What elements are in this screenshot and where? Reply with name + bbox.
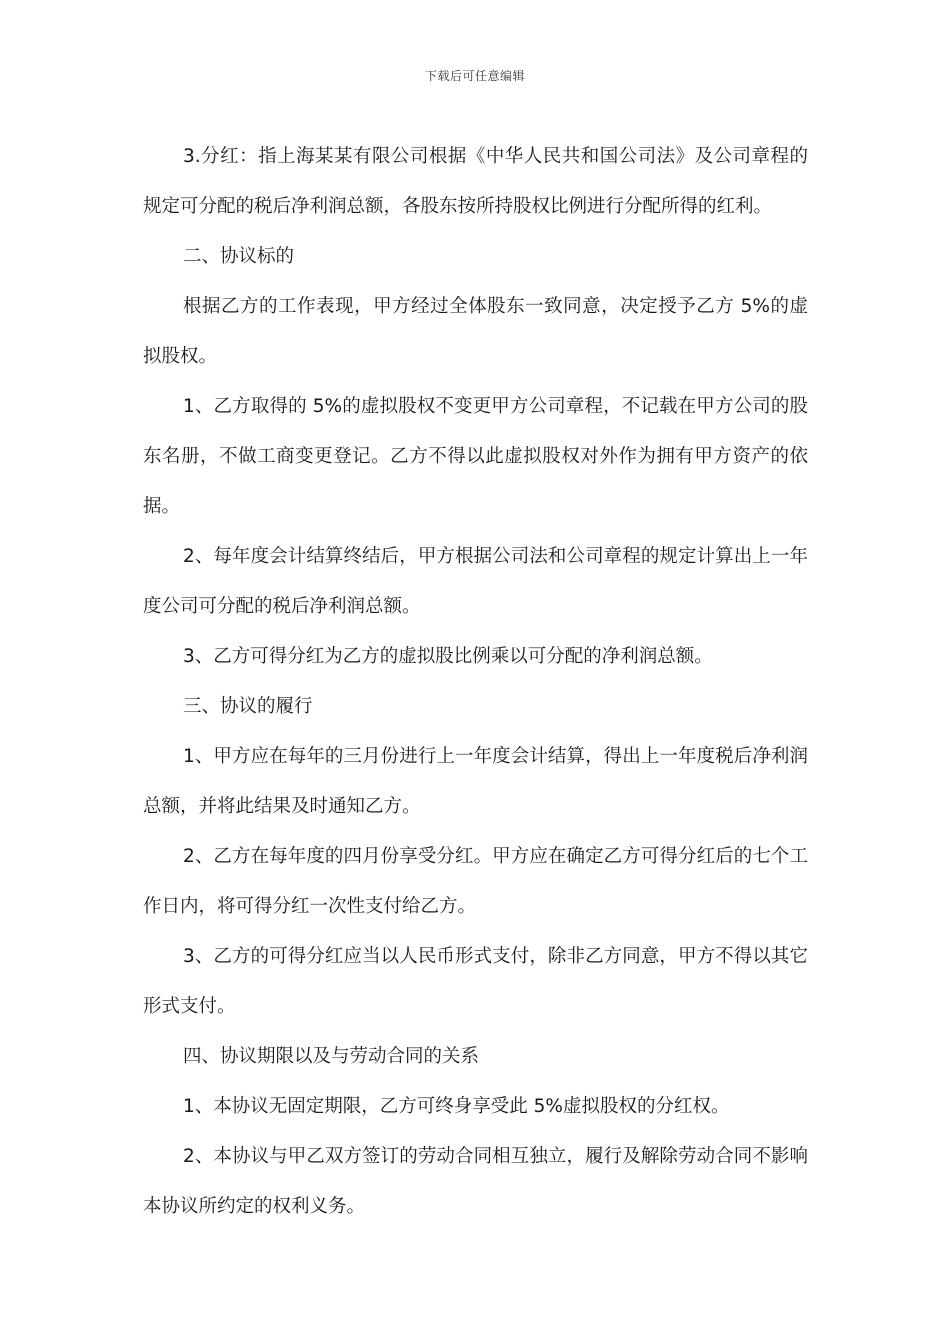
- section-heading-agreement-subject: 二、协议标的: [183, 246, 295, 267]
- document-body: [143, 132, 808, 1232]
- paragraph-term-item-1: 1、本协议无固定期限，乙方可终身享受此 5%虚拟股权的分红权。: [183, 1096, 730, 1117]
- section-heading-term-and-labor-contract: 四、协议期限以及与劳动合同的关系: [183, 1046, 480, 1067]
- paragraph-term-item-2: 2、本协议与甲乙双方签订的劳动合同相互独立，履行及解除劳动合同不影响本协议所约定的权利义务。: [143, 1146, 808, 1217]
- paragraph-performance-item-2: 2、乙方在每年度的四月份享受分红。甲方应在确定乙方可得分红后的七个工作日内，将可得分红一次性支付给乙方。: [143, 846, 808, 917]
- paragraph-grant: 根据乙方的工作表现，甲方经过全体股东一致同意，决定授予乙方 5%的虚拟股权。: [143, 296, 808, 367]
- paragraph-performance-item-1: 1、甲方应在每年的三月份进行上一年度会计结算，得出上一年度税后净利润总额，并将此结果及时通知乙方。: [143, 746, 808, 817]
- page-header-note: 下载后可任意编辑: [424, 69, 525, 83]
- paragraph-dividend-definition: 3.分红：指上海某某有限公司根据《中华人民共和国公司法》及公司章程的规定可分配的税后净利润总额，各股东按所持股权比例进行分配所得的红利。: [143, 146, 808, 217]
- paragraph-performance-item-3: 3、乙方的可得分红应当以人民币形式支付，除非乙方同意，甲方不得以其它形式支付。: [143, 946, 808, 1017]
- paragraph-subject-item-1: 1、乙方取得的 5%的虚拟股权不变更甲方公司章程，不记载在甲方公司的股东名册，不做工商变更登记。乙方不得以此虚拟股权对外作为拥有甲方资产的依据。: [143, 396, 808, 517]
- paragraph-subject-item-2: 2、每年度会计结算终结后，甲方根据公司法和公司章程的规定计算出上一年度公司可分配的税后净利润总额。: [143, 546, 808, 617]
- paragraph-subject-item-3: 3、乙方可得分红为乙方的虚拟股比例乘以可分配的净利润总额。: [183, 646, 713, 667]
- section-heading-performance: 三、协议的履行: [183, 696, 313, 717]
